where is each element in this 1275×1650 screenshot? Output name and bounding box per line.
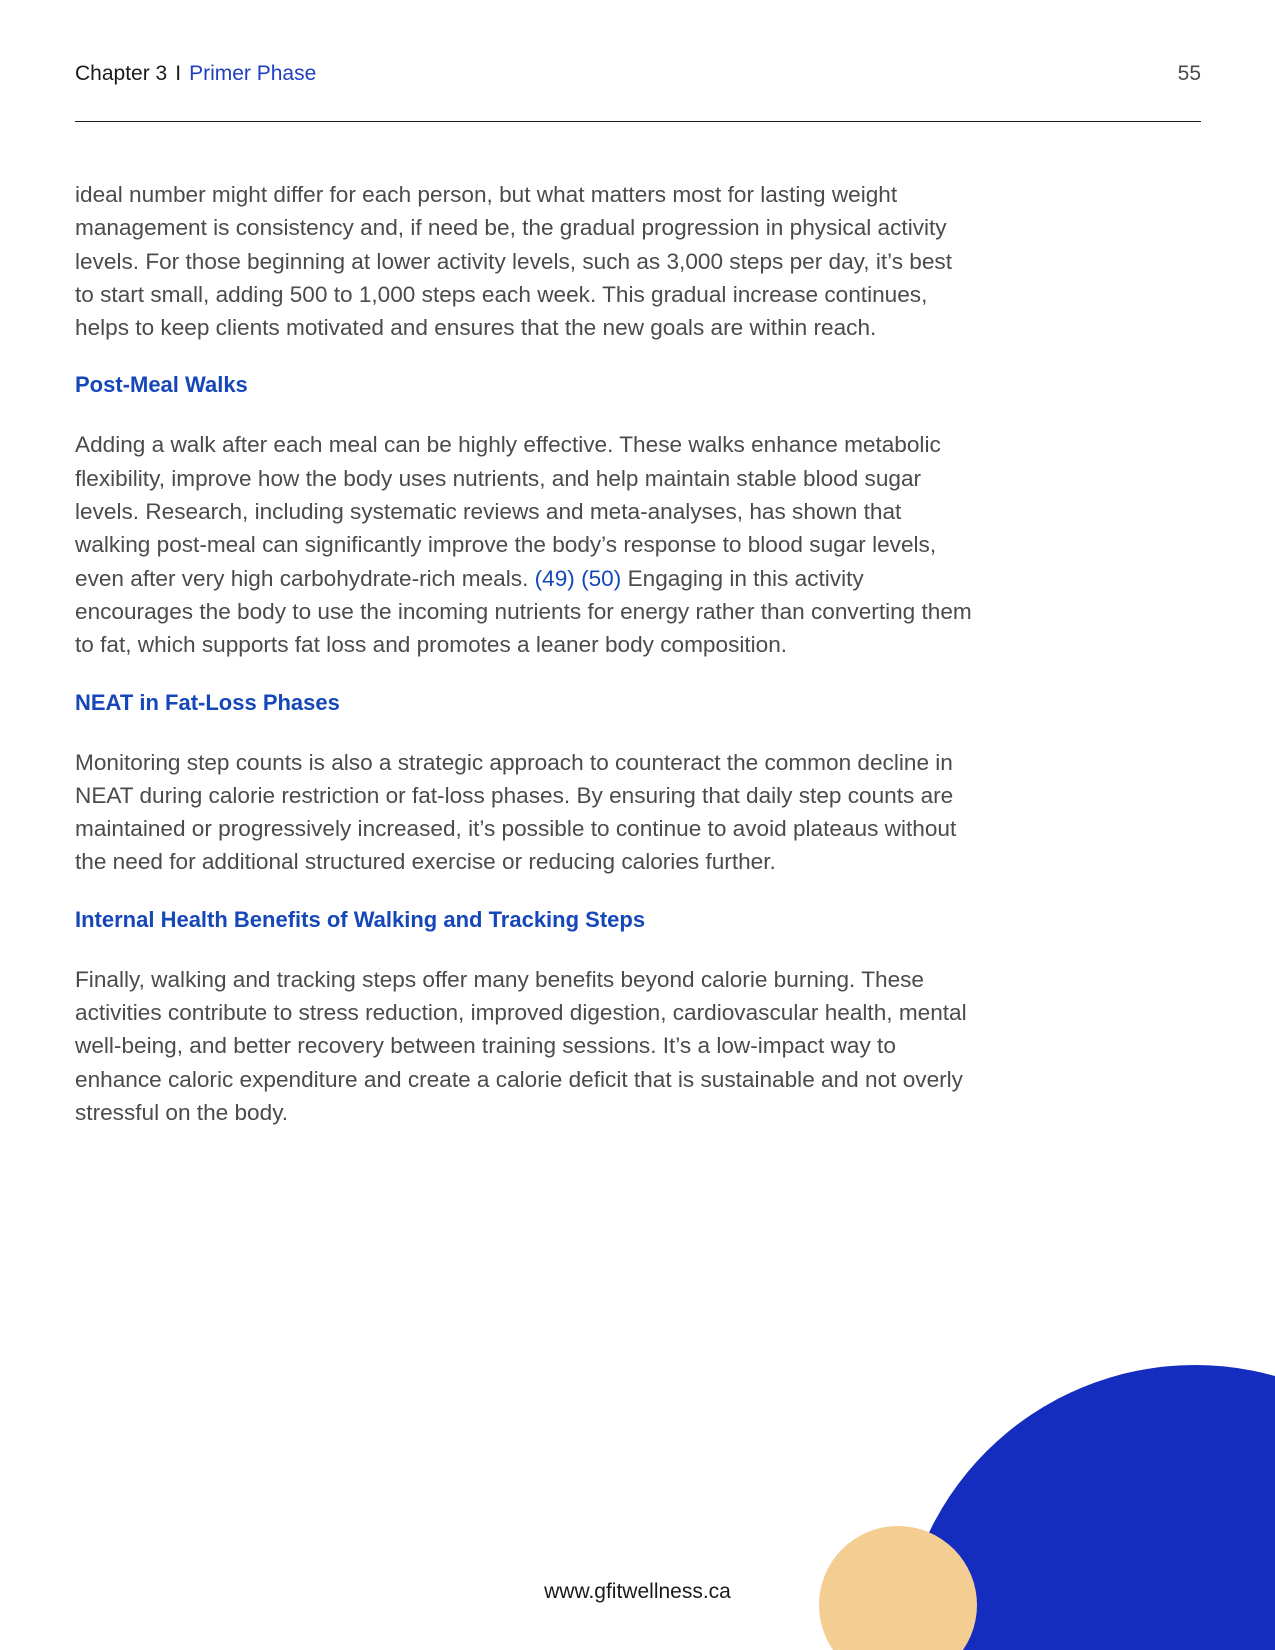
intro-paragraph: ideal number might differ for each person, but what matters most for lasting weight management is consistency and, if need be, the gradual progression in physical activity levels. For those beginning at lower activity levels, such as 3,000 steps per day, it’s best to start small, adding 500 to 1,000 steps each week. This gradual increase continues, helps to keep clients motivated and ensures that the new goals are within reach. bbox=[75, 182, 953, 341]
neat-paragraph: Monitoring step counts is also a strategic approach to counteract the common decline in NEAT during calorie restriction or fat-loss phases. By ensuring that daily step counts are maintained or progressively increased, it’s possible to continue to avoid plateaus without the need for additional structured exercise or reducing calories further. bbox=[75, 749, 957, 875]
page-content bbox=[75, 178, 975, 1129]
chapter-breadcrumb bbox=[75, 62, 316, 86]
internal-health-paragraph: Finally, walking and tracking steps offer many benefits beyond calorie burning. These activities contribute to stress reduction, improved digestion, cardiovascular health, mental well-being, and better recovery between training sessions. It’s a low-impact way to enhance caloric expenditure and create a calorie deficit that is sustainable and not overly stressful on the body. bbox=[75, 966, 967, 1125]
neat-heading: NEAT in Fat-Loss Phases bbox=[75, 689, 340, 715]
post-meal-text-after: Engaging in this activity encourages the body to use the incoming nutrients for energy rather than converting them to fat, which supports fat loss and promotes a leaner body composition. bbox=[75, 565, 972, 658]
section-label: Primer Phase bbox=[189, 62, 317, 85]
post-meal-walks-heading: Post-Meal Walks bbox=[75, 372, 248, 398]
chapter-label: Chapter 3 bbox=[75, 62, 168, 85]
post-meal-walks-paragraph bbox=[75, 428, 975, 661]
footer-website-url: www.gfitwellness.ca bbox=[544, 1580, 731, 1603]
post-meal-text-before: Adding a walk after each meal can be highly effective. These walks enhance metabolic flexibility, improve how the body uses nutrients, and help maintain stable blood sugar levels. Research, including systematic reviews and meta-analyses, has shown that walking post-meal can significantly improve the body’s response to blood sugar levels, even after very high carbohydrate-rich meals. bbox=[75, 432, 941, 591]
internal-health-heading: Internal Health Benefits of Walking and Tracking Steps bbox=[75, 906, 646, 932]
breadcrumb-separator: I bbox=[175, 62, 182, 85]
citation-link-49[interactable]: (49) bbox=[534, 565, 575, 591]
page-header bbox=[75, 60, 1201, 122]
page-number: 55 bbox=[1177, 62, 1201, 85]
citation-link-50[interactable]: (50) bbox=[581, 565, 622, 591]
large-blue-circle bbox=[900, 1365, 1275, 1650]
